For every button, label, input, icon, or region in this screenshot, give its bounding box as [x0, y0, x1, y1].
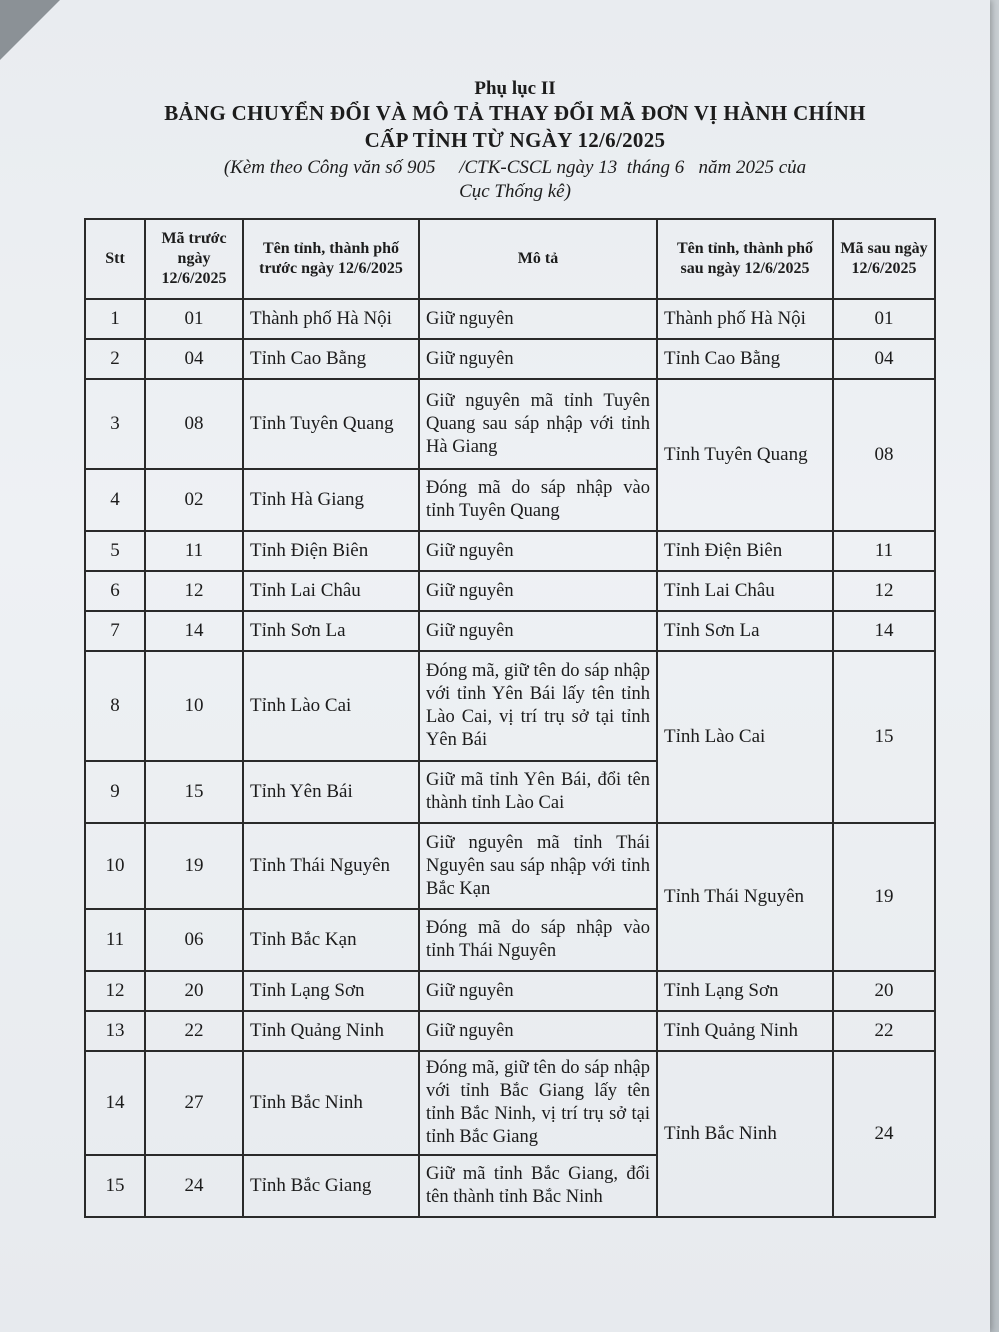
cell-old-code: 11	[145, 531, 243, 571]
col-header-new-name: Tên tỉnh, thành phố sau ngày 12/6/2025	[657, 219, 833, 299]
cell-stt: 15	[85, 1155, 145, 1217]
cell-description: Đóng mã do sáp nhập vào tỉnh Thái Nguyên	[419, 909, 657, 971]
table-row	[85, 651, 935, 761]
cell-old-code: 02	[145, 469, 243, 531]
cell-old-name: Tỉnh Bắc Ninh	[243, 1051, 419, 1155]
table-row	[85, 971, 935, 1011]
cell-old-code: 15	[145, 761, 243, 823]
cell-new-name: Tỉnh Sơn La	[657, 611, 833, 651]
cell-description: Giữ nguyên	[419, 571, 657, 611]
cell-new-code: 01	[833, 299, 935, 339]
col-header-new-code: Mã sau ngày 12/6/2025	[833, 219, 935, 299]
cell-stt: 13	[85, 1011, 145, 1051]
appendix-label: Phụ lục II	[474, 78, 556, 99]
cell-old-code: 24	[145, 1155, 243, 1217]
col-header-old-name: Tên tỉnh, thành phố trước ngày 12/6/2025	[243, 219, 419, 299]
cell-old-name: Tỉnh Bắc Kạn	[243, 909, 419, 971]
cell-stt: 2	[85, 339, 145, 379]
cell-new-code: 20	[833, 971, 935, 1011]
subtitle-line-1: (Kèm theo Công văn số 905 /CTK-CSCL ngày 13 tháng 6 năm 2025 của	[223, 157, 807, 178]
cell-description: Giữ nguyên	[419, 971, 657, 1011]
table-row	[85, 1051, 935, 1155]
cell-stt: 4	[85, 469, 145, 531]
cell-description: Giữ nguyên	[419, 299, 657, 339]
cell-old-name: Tỉnh Tuyên Quang	[243, 379, 419, 469]
cell-stt: 3	[85, 379, 145, 469]
table-row	[85, 531, 935, 571]
table-row	[85, 611, 935, 651]
cell-new-name: Thành phố Hà Nội	[657, 299, 833, 339]
cell-new-code: 11	[833, 531, 935, 571]
cell-description: Giữ mã tỉnh Yên Bái, đổi tên thành tỉnh Lào Cai	[419, 761, 657, 823]
cell-old-name: Tỉnh Thái Nguyên	[243, 823, 419, 909]
cell-old-name: Tỉnh Lạng Sơn	[243, 971, 419, 1011]
cell-stt: 1	[85, 299, 145, 339]
cell-stt: 10	[85, 823, 145, 909]
cell-old-code: 12	[145, 571, 243, 611]
cell-old-name: Tỉnh Hà Giang	[243, 469, 419, 531]
document-header	[100, 78, 930, 204]
cell-new-name: Tỉnh Cao Bằng	[657, 339, 833, 379]
cell-old-name: Tỉnh Bắc Giang	[243, 1155, 419, 1217]
cell-old-name: Tỉnh Lai Châu	[243, 571, 419, 611]
cell-new-name: Tỉnh Quảng Ninh	[657, 1011, 833, 1051]
title-line-2: CẤP TỈNH TỪ NGÀY 12/6/2025	[364, 128, 666, 152]
table-header-row	[85, 219, 935, 299]
cell-old-code: 08	[145, 379, 243, 469]
cell-new-code: 15	[833, 651, 935, 823]
subtitle	[100, 156, 930, 204]
table-row	[85, 299, 935, 339]
cell-description: Giữ mã tỉnh Bắc Giang, đổi tên thành tỉnh Bắc Ninh	[419, 1155, 657, 1217]
conversion-table	[84, 218, 936, 1218]
table-row	[85, 571, 935, 611]
cell-old-name: Tỉnh Điện Biên	[243, 531, 419, 571]
cell-old-name: Tỉnh Lào Cai	[243, 651, 419, 761]
cell-new-name: Tỉnh Bắc Ninh	[657, 1051, 833, 1217]
cell-old-name: Tỉnh Quảng Ninh	[243, 1011, 419, 1051]
cell-stt: 6	[85, 571, 145, 611]
cell-old-code: 06	[145, 909, 243, 971]
cell-new-name: Tỉnh Lào Cai	[657, 651, 833, 823]
cell-description: Giữ nguyên mã tỉnh Tuyên Quang sau sáp nhập với tỉnh Hà Giang	[419, 379, 657, 469]
cell-new-code: 04	[833, 339, 935, 379]
cell-new-code: 08	[833, 379, 935, 531]
cell-old-name: Tỉnh Sơn La	[243, 611, 419, 651]
cell-old-name: Tỉnh Yên Bái	[243, 761, 419, 823]
cell-old-code: 20	[145, 971, 243, 1011]
cell-old-code: 04	[145, 339, 243, 379]
cell-stt: 11	[85, 909, 145, 971]
cell-old-code: 27	[145, 1051, 243, 1155]
cell-new-code: 14	[833, 611, 935, 651]
col-header-stt: Stt	[85, 219, 145, 299]
cell-description: Giữ nguyên	[419, 531, 657, 571]
title-line-1: BẢNG CHUYỂN ĐỔI VÀ MÔ TẢ THAY ĐỔI MÃ ĐƠN VỊ HÀNH CHÍNH	[164, 101, 866, 125]
cell-new-name: Tỉnh Thái Nguyên	[657, 823, 833, 971]
cell-description: Đóng mã, giữ tên do sáp nhập với tỉnh Yên Bái lấy tên tỉnh Lào Cai, vị trí trụ sở tại tỉnh Yên Bái	[419, 651, 657, 761]
cell-description: Giữ nguyên	[419, 339, 657, 379]
cell-new-name: Tỉnh Lai Châu	[657, 571, 833, 611]
table-row	[85, 339, 935, 379]
cell-stt: 7	[85, 611, 145, 651]
subtitle-line-2: Cục Thống kê)	[459, 181, 571, 202]
cell-stt: 8	[85, 651, 145, 761]
cell-new-code: 24	[833, 1051, 935, 1217]
cell-new-name: Tỉnh Tuyên Quang	[657, 379, 833, 531]
col-header-description: Mô tả	[419, 219, 657, 299]
cell-old-name: Tỉnh Cao Bằng	[243, 339, 419, 379]
cell-old-code: 01	[145, 299, 243, 339]
col-header-old-code: Mã trước ngày 12/6/2025	[145, 219, 243, 299]
cell-description: Đóng mã, giữ tên do sáp nhập với tỉnh Bắc Giang lấy tên tỉnh Bắc Ninh, vị trí trụ sở tại tỉnh Bắc Giang	[419, 1051, 657, 1155]
cell-stt: 14	[85, 1051, 145, 1155]
cell-new-code: 19	[833, 823, 935, 971]
cell-new-code: 12	[833, 571, 935, 611]
cell-old-code: 14	[145, 611, 243, 651]
cell-stt: 12	[85, 971, 145, 1011]
cell-new-name: Tỉnh Lạng Sơn	[657, 971, 833, 1011]
cell-old-code: 19	[145, 823, 243, 909]
cell-new-code: 22	[833, 1011, 935, 1051]
cell-stt: 5	[85, 531, 145, 571]
cell-description: Đóng mã do sáp nhập vào tỉnh Tuyên Quang	[419, 469, 657, 531]
cell-old-code: 22	[145, 1011, 243, 1051]
table-row	[85, 823, 935, 909]
cell-old-code: 10	[145, 651, 243, 761]
cell-old-name: Thành phố Hà Nội	[243, 299, 419, 339]
table-row	[85, 1011, 935, 1051]
cell-description: Giữ nguyên	[419, 1011, 657, 1051]
folded-corner	[0, 0, 60, 60]
table-row	[85, 379, 935, 469]
cell-stt: 9	[85, 761, 145, 823]
cell-new-name: Tỉnh Điện Biên	[657, 531, 833, 571]
cell-description: Giữ nguyên mã tỉnh Thái Nguyên sau sáp nhập với tỉnh Bắc Kạn	[419, 823, 657, 909]
cell-description: Giữ nguyên	[419, 611, 657, 651]
